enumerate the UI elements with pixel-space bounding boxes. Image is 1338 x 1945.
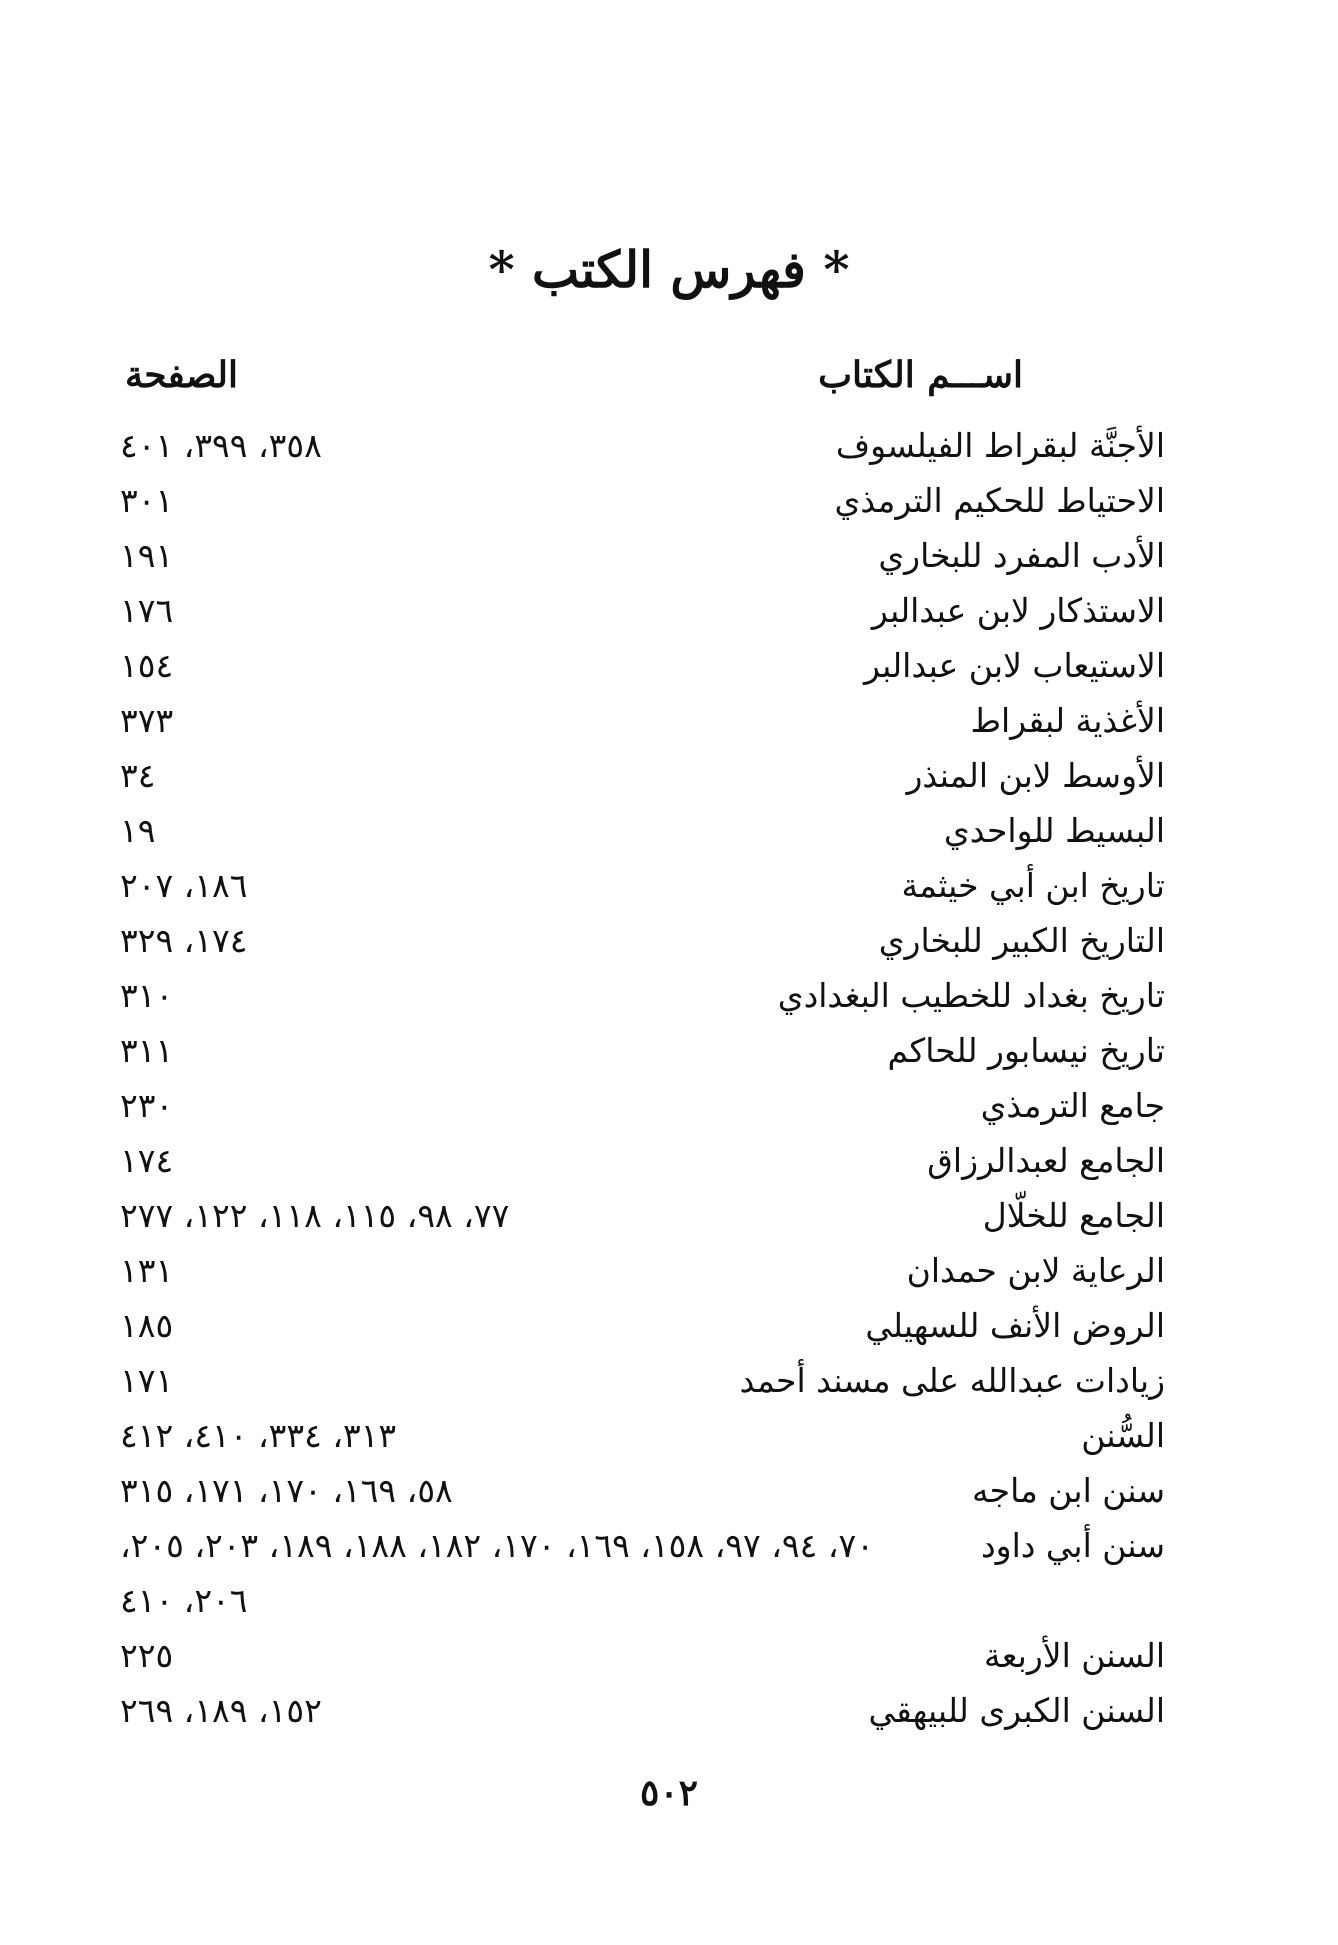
page-references: ١٧١ — [120, 1361, 174, 1400]
index-row — [120, 638, 1165, 693]
book-title: الأوسط لابن المنذر — [906, 756, 1165, 795]
page-references: ٣١١ — [120, 1031, 174, 1070]
book-title: الجامع للخلّال — [982, 1196, 1165, 1235]
book-title: زيادات عبدالله على مسند أحمد — [739, 1361, 1165, 1400]
index-row — [120, 748, 1165, 803]
page-references: ٢٢٥ — [120, 1636, 174, 1675]
book-title: الأغذية لبقراط — [970, 701, 1165, 740]
index-row — [120, 1518, 1165, 1573]
page-references: ٣٤ — [120, 756, 156, 795]
index-row — [120, 968, 1165, 1023]
page-references: ٥٨، ١٦٩، ١٧٠، ١٧١، ٣١٥ — [120, 1471, 453, 1510]
index-row — [120, 1023, 1165, 1078]
page-references: ١٧٤ — [120, 1141, 174, 1180]
page-references: ٢٠٦، ٤١٠ — [120, 1581, 248, 1620]
page-references: ١٨٥ — [120, 1306, 174, 1345]
book-title: تاريخ ابن أبي خيثمة — [901, 866, 1165, 905]
index-row — [120, 1463, 1165, 1518]
page-references: ٧٧، ٩٨، ١١٥، ١١٨، ١٢٢، ٢٧٧ — [120, 1196, 510, 1235]
index-row — [120, 1298, 1165, 1353]
book-title: السُّنن — [1081, 1416, 1165, 1455]
page-references: ٧٠، ٩٤، ٩٧، ١٥٨، ١٦٩، ١٧٠، ١٨٢، ١٨٨، ١٨٩، ٢٠٣، ٢٠٥، — [120, 1526, 874, 1565]
page-references: ٣١٣، ٣٣٤، ٤١٠، ٤١٢ — [120, 1416, 397, 1455]
book-title: جامع الترمذي — [980, 1086, 1165, 1125]
book-title: سنن أبي داود — [980, 1526, 1165, 1565]
page-references: ١٨٦، ٢٠٧ — [120, 866, 248, 905]
page-references: ١٥٢، ١٨٩، ٢٦٩ — [120, 1691, 322, 1730]
page-references: ١٧٤، ٣٢٩ — [120, 921, 248, 960]
page-references: ٢٣٠ — [120, 1086, 174, 1125]
column-header-page: الصفحة — [125, 354, 238, 396]
book-title: الأجنَّة لبقراط الفيلسوف — [835, 426, 1165, 465]
page-references: ٣٥٨، ٣٩٩، ٤٠١ — [120, 426, 322, 465]
page-references: ٣١٠ — [120, 976, 174, 1015]
book-title: الاحتياط للحكيم الترمذي — [834, 481, 1165, 520]
book-title: الجامع لعبدالرزاق — [927, 1141, 1165, 1180]
book-title: السنن الكبرى للبيهقي — [868, 1691, 1165, 1730]
index-row — [120, 1408, 1165, 1463]
column-header-book-name: اســـم الكتاب — [818, 354, 1023, 396]
page-references: ٣٧٣ — [120, 701, 174, 740]
book-title: الاستذكار لابن عبدالبر — [871, 591, 1165, 630]
index-row — [120, 1243, 1165, 1298]
book-title: الاستيعاب لابن عبدالبر — [863, 646, 1165, 685]
index-row — [120, 1683, 1165, 1738]
book-title: سنن ابن ماجه — [971, 1471, 1165, 1510]
index-row — [120, 1188, 1165, 1243]
index-row — [120, 1133, 1165, 1188]
index-row-continuation — [120, 1573, 1165, 1628]
index-row — [120, 1078, 1165, 1133]
index-row — [120, 528, 1165, 583]
page-references: ١٩ — [120, 811, 156, 850]
page-references: ١٧٦ — [120, 591, 174, 630]
page-title: * فهرس الكتب * — [488, 240, 850, 299]
index-row — [120, 418, 1165, 473]
page-references: ١٩١ — [120, 536, 174, 575]
book-title: الرعاية لابن حمدان — [906, 1251, 1165, 1290]
book-title: تاريخ نيسابور للحاكم — [887, 1031, 1165, 1070]
book-title: الروض الأنف للسهيلي — [865, 1306, 1165, 1345]
book-title: السنن الأربعة — [984, 1636, 1165, 1675]
index-row — [120, 693, 1165, 748]
book-title: الأدب المفرد للبخاري — [878, 536, 1165, 575]
page-references: ٣٠١ — [120, 481, 174, 520]
index-row — [120, 913, 1165, 968]
index-row — [120, 803, 1165, 858]
index-row — [120, 1353, 1165, 1408]
index-row — [120, 473, 1165, 528]
book-title: التاريخ الكبير للبخاري — [878, 921, 1165, 960]
book-index-list — [120, 418, 1165, 1738]
index-row — [120, 1628, 1165, 1683]
page-references: ١٣١ — [120, 1251, 174, 1290]
page-references: ١٥٤ — [120, 646, 174, 685]
book-title: البسيط للواحدي — [943, 811, 1165, 850]
index-row — [120, 583, 1165, 638]
index-row — [120, 858, 1165, 913]
book-title: تاريخ بغداد للخطيب البغدادي — [777, 976, 1165, 1015]
page-number: ٥٠٢ — [639, 1772, 698, 1814]
